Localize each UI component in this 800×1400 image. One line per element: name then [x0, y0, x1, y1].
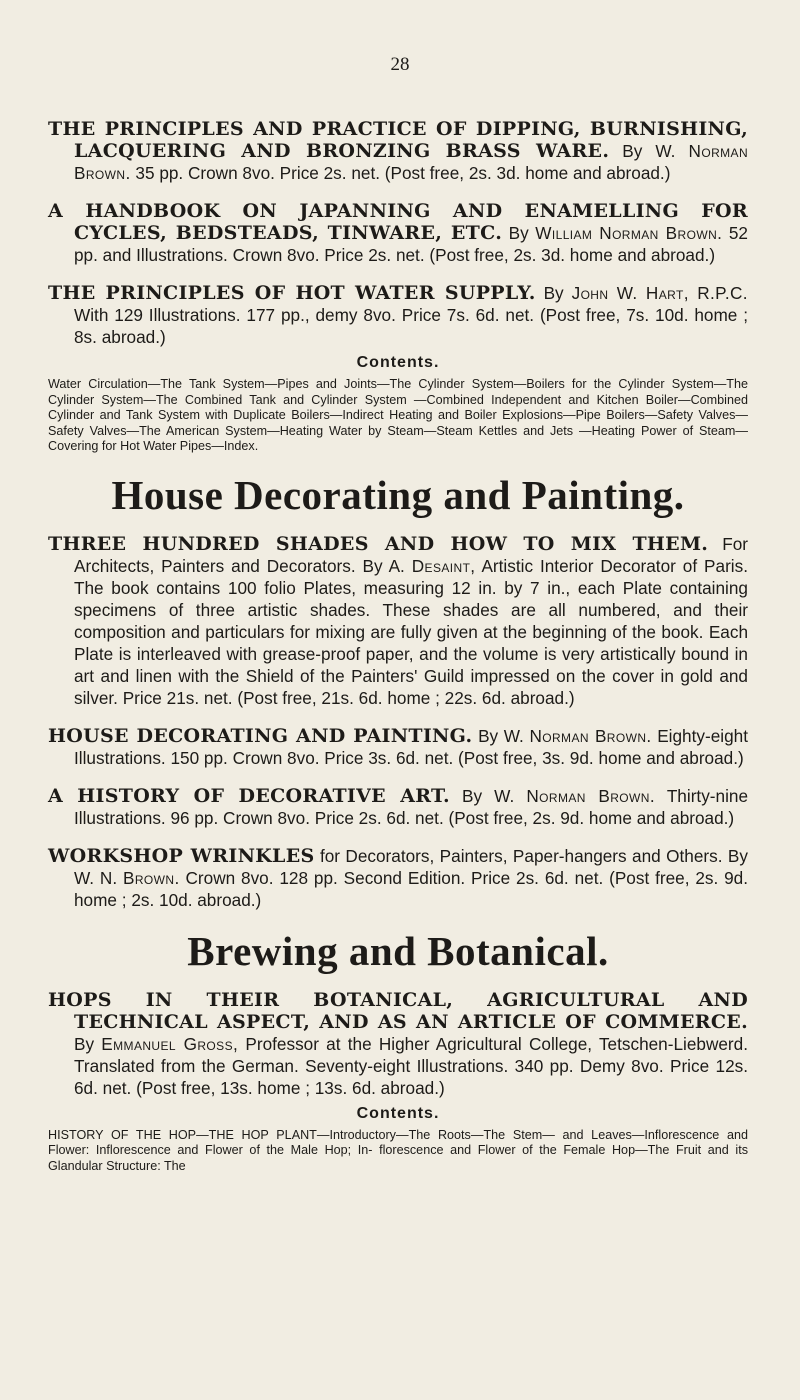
book-details: 35 pp. Crown 8vo. Price 2s. net. (Post free, 2s. 3d. home and abroad.): [135, 163, 671, 183]
book-details: Professor at the Higher Agricultural College, Tetschen-Liebwerd. Translated from the German. Seventy-eight Illustrations. 340 pp. Demy 8vo. Price 12s. 6d. net. (Post free, 13s. home ; 13s. 6d. abroad.): [74, 1033, 748, 1098]
contents-text: HISTORY OF THE HOP—THE HOP PLANT—Introductory—The Roots—The Stem— and Leaves—Inflorescence and Flower: Inflorescence and Flower of the Male Hop; In- florescence and Flower of the Female Hop—The Fruit and its Glandular Structure: The: [48, 1127, 748, 1173]
section-heading-house: House Decorating and Painting.: [111, 471, 685, 518]
book-title: THE PRINCIPLES AND PRACTICE OF DIPPING, BURNISHING, LACQUERING AND BRONZING BRASS WARE.: [48, 118, 748, 162]
book-entry: [48, 282, 748, 455]
book-by: By W.: [622, 141, 676, 161]
book-title: HOPS IN THEIR BOTANICAL, AGRICULTURAL AND TECHNICAL ASPECT, AND AS AN ARTICLE OF COMMERCE.: [48, 988, 748, 1033]
section-heading-brewing: Brewing and Botanical.: [187, 927, 609, 974]
contents-text: Water Circulation—The Tank System—Pipes and Joints—The Cylinder System—Boilers for the Cylinder System—The Cylinder System—The Combined Tank and Cylinder System —Combined Independent and Kitchen Boiler—Combined Cylinder and Tank System with Duplicate Boilers—Indirect Heating and Boiler Explosions—Pipe Boilers—Safety Valves— Safety Valves—The American System—Heating Water by Steam—Steam Kettles and Jets —Heating Power of Steam—Covering for Hot Water Pipes—Index.: [48, 377, 748, 453]
book-author: Emmanuel Gross,: [101, 1033, 239, 1054]
book-author: Desaint,: [411, 555, 476, 576]
book-entry: [48, 200, 748, 266]
book-details: With 129 Illustrations. 177 pp., demy 8vo. Price 7s. 6d. net. (Post free, 7s. 10d. home ; 8s. abroad.): [74, 305, 748, 347]
book-by: By: [74, 1033, 95, 1054]
book-details: Artistic Interior Decorator of Paris. The book contains 100 folio Plates, measuring 12 in. by 7 in., each Plate containing specimens of three artistic shades. These shades are all numbered, and their composition and particulars for mixing are fully given at the beginning of the book. Each Plate is interleaved with grease-proof paper, and the volume is very artistically bound in art and linen with the Shield of the Painters' Guild impressed on the cover in gold and silver. Price 21s. net. (Post free, 21s. 6d. home ; 22s. 6d. abroad.): [74, 555, 748, 708]
book-entry: [48, 118, 748, 184]
book-title: WORKSHOP WRINKLES: [48, 844, 315, 867]
book-entry: [48, 845, 748, 911]
book-title: THE PRINCIPLES OF HOT WATER SUPPLY.: [48, 282, 536, 304]
book-details: Thirty-nine Illustrations. 96 pp. Crown 8vo. Price 2s. 6d. net. (Post free, 2s. 9d. home and abroad.): [74, 785, 748, 828]
book-entry: [48, 989, 748, 1175]
book-pre: for Decorators, Painters, Paper-hangers and Others. By W. N.: [74, 845, 748, 888]
book-author: William Norman Brown.: [535, 223, 723, 243]
book-by: By: [508, 223, 529, 243]
book-details: 52 pp. and Illustrations. Crown 8vo. Price 2s. net. (Post free, 2s. 3d. home and abroad.): [74, 223, 748, 265]
contents-heading: Contents.: [356, 1104, 440, 1122]
book-author: Norman Brown.: [529, 725, 652, 746]
book-author: John W. Hart, R.P.C.: [571, 283, 748, 303]
book-entry: [48, 725, 748, 769]
page-content: [48, 118, 748, 1190]
book-title: HOUSE DECORATING AND PAINTING.: [48, 724, 473, 747]
book-by: By W.: [478, 725, 524, 746]
contents-heading: Contents.: [356, 354, 440, 371]
book-pre: For Architects, Painters and Decorators. By A.: [74, 533, 748, 576]
book-title: A HISTORY OF DECORATIVE ART.: [48, 784, 450, 807]
book-entry: [48, 533, 748, 709]
book-title: A HANDBOOK ON JAPANNING AND ENAMELLING FOR CYCLES, BEDSTEADS, TINWARE, ETC.: [48, 200, 748, 244]
book-author: Norman Brown.: [526, 785, 655, 806]
book-title: THREE HUNDRED SHADES AND HOW TO MIX THEM.: [48, 532, 709, 555]
page-number: 28: [390, 54, 410, 75]
book-by: By W.: [462, 785, 515, 806]
book-entry: [48, 785, 748, 829]
book-details: Crown 8vo. 128 pp. Second Edition. Price 2s. 6d. net. (Post free, 2s. 9d. home ; 2s. 10d. abroad.): [74, 867, 749, 910]
book-by: By: [543, 283, 564, 303]
book-details: Eighty-eight Illustrations. 150 pp. Crown 8vo. Price 3s. 6d. net. (Post free, 3s. 9d. home and abroad.): [74, 725, 748, 768]
book-author: Brown.: [122, 867, 180, 888]
book-author: Norman Brown.: [74, 141, 749, 183]
